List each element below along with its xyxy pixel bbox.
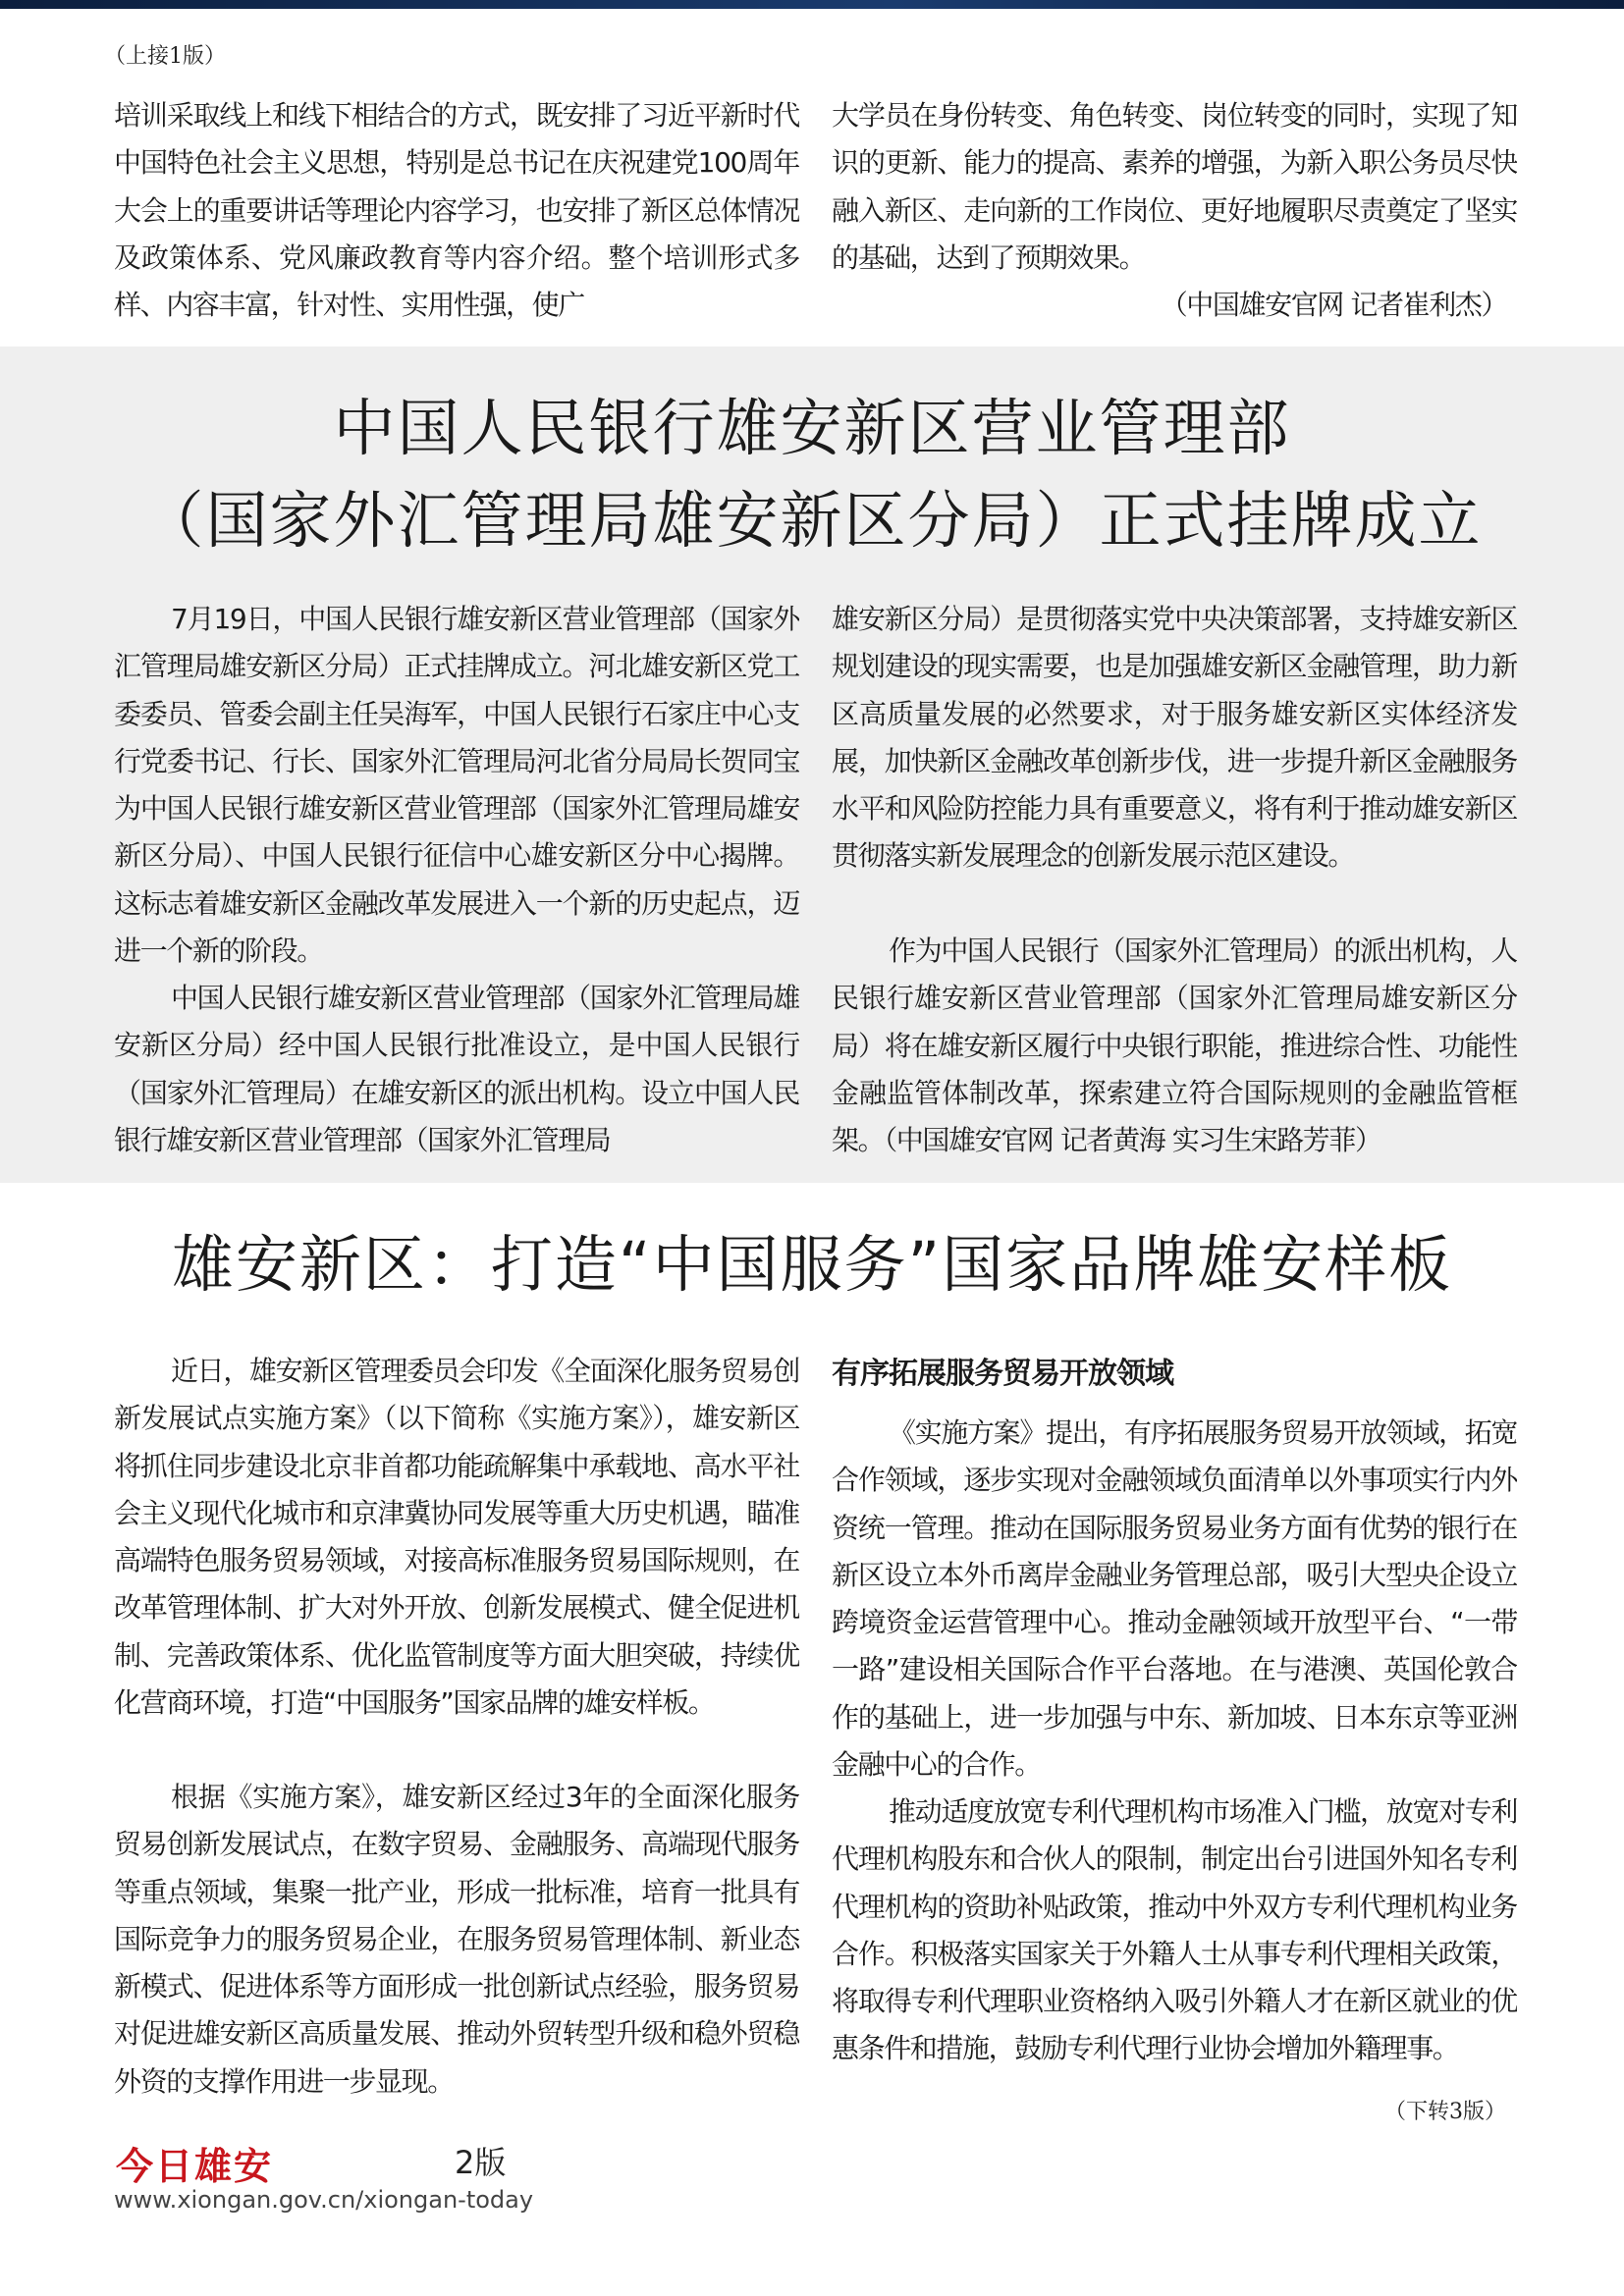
article2-subheading: 有序拓展服务贸易开放领域 (832, 1357, 1173, 1391)
article2-left-paragraph-1: 近日，雄安新区管理委员会印发《全面深化服务贸易创新发展试点实施方案》（以下简称《实施方案》），雄安新区将抓住同步建设北京非首都功能疏解集中承载地、高水平社会主义现代化城市和京津冀协同发展等重大历史机遇，瞄准高端特色服务贸易领域，对接高标准服务贸易国际规则，在改革管理体制、扩大对外开放、创新发展模式、健全促进机制、完善政策体系、优化监管制度等方面大胆突破，持续优化营商环境，打造“中国服务”国家品牌的雄安样板。 (114, 1355, 799, 1720)
top-rule (0, 0, 1624, 9)
page-number: 2版 (455, 2144, 507, 2181)
intro-byline: （中国雄安官网 记者崔利杰） (1160, 289, 1507, 322)
article1-right-paragraph-1: 雄安新区分局）是贯彻落实党中央决策部署，支持雄安新区规划建设的现实需要，也是加强雄安新区金融管理，助力新区高质量发展的必然要求，对于服务雄安新区实体经济发展，加快新区金融改革创新步伐，进一步提升新区金融服务水平和风险防控能力具有重要意义，将有利于推动雄安新区贯彻落实新发展理念的创新发展示范区建设。 (832, 603, 1517, 873)
article1-title-line2: （国家外汇管理局雄安新区分局）正式挂牌成立 (141, 485, 1483, 557)
article1-left-paragraph-2: 中国人民银行雄安新区营业管理部（国家外汇管理局雄安新区分局）经中国人民银行批准设立，是中国人民银行（国家外汇管理局）在雄安新区的派出机构。设立中国人民银行雄安新区营业管理部（国家外汇管理局 (114, 982, 799, 1156)
newspaper-logo: 今日雄安 (116, 2144, 274, 2188)
intro-right-column (832, 92, 1517, 329)
continued-from-label: （上接1版） (104, 44, 226, 69)
article2-left-paragraph-2: 根据《实施方案》，雄安新区经过3年的全面深化服务贸易创新发展试点，在数字贸易、金融服务、高端现代服务等重点领域，集聚一批产业，形成一批标准，培育一批具有国际竞争力的服务贸易企业，在服务贸易管理体制、新业态新模式、促进体系等方面形成一批创新试点经验，服务贸易对促进雄安新区高质量发展、推动外贸转型升级和稳外贸稳外资的支撑作用进一步显现。 (114, 1781, 799, 2098)
intro-left-column (114, 92, 799, 329)
site-url[interactable]: www.xiongan.gov.cn/xiongan-today (114, 2186, 534, 2214)
article1-title-line1: 中国人民银行雄安新区营业管理部 (333, 393, 1291, 464)
article2-right-column (832, 1353, 1517, 2073)
continued-to-label: （下转3版） (1384, 2100, 1506, 2124)
article1-right-paragraph-2: 作为中国人民银行（国家外汇管理局）的派出机构，人民银行雄安新区营业管理部（国家外汇管理局雄安新区分局）将在雄安新区履行中央银行职能，推进综合性、功能性金融监管体制改革，探索建立符合国际规则的金融监管框架。（中国雄安官网 记者黄海 实习生宋路芳菲） (832, 934, 1517, 1157)
article1-left-column (114, 596, 799, 1164)
article2-right-paragraph-2: 推动适度放宽专利代理机构市场准入门槛，放宽对专利代理机构股东和合伙人的限制，制定出台引进国外知名专利代理机构的资助补贴政策，推动中外双方专利代理机构业务合作。积极落实国家关于外籍人士从事专利代理相关政策，将取得专利代理职业资格纳入吸引外籍人才在新区就业的优惠条件和措施，鼓励专利代理行业协会增加外籍理事。 (832, 1795, 1517, 2065)
article2-right-paragraph-1: 《实施方案》提出，有序拓展服务贸易开放领域，拓宽合作领域，逐步实现对金融领域负面清单以外事项实行内外资统一管理。推动在国际服务贸易业务方面有优势的银行在新区设立本外币离岸金融业务管理总部，吸引大型央企设立跨境资金运营管理中心。推动金融领域开放型平台、“一带一路”建设相关国际合作平台落地。在与港澳、英国伦敦合作的基础上，进一步加强与中东、新加坡、日本东京等亚洲金融中心的合作。 (832, 1416, 1517, 1782)
article2-left-column (114, 1348, 799, 2106)
article2-title: 雄安新区：打造“中国服务”国家品牌雄安样板 (171, 1229, 1453, 1301)
article1-left-paragraph-1: 7月19日，中国人民银行雄安新区营业管理部（国家外汇管理局雄安新区分局）正式挂牌成立。河北雄安新区党工委委员、管委会副主任吴海军，中国人民银行石家庄中心支行党委书记、行长、国家外汇管理局河北省分局局长贺同宝为中国人民银行雄安新区营业管理部（国家外汇管理局雄安新区分局）、中国人民银行征信中心雄安新区分中心揭牌。这标志着雄安新区金融改革发展进入一个新的历史起点，迈进一个新的阶段。 (114, 603, 799, 968)
intro-right-paragraph-1: 大学员在身份转变、角色转变、岗位转变的同时，实现了知识的更新、能力的提高、素养的增强，为新入职公务员尽快融入新区、走向新的工作岗位、更好地履职尽责奠定了坚实的基础，达到了预期效果。 (832, 99, 1517, 274)
intro-left-paragraph-1: 培训采取线上和线下相结合的方式，既安排了习近平新时代中国特色社会主义思想，特别是总书记在庆祝建党100周年大会上的重要讲话等理论内容学习，也安排了新区总体情况及政策体系、党风廉政教育等内容介绍。整个培训形式多样、内容丰富，针对性、实用性强，使广 (114, 99, 799, 322)
article1-right-column (832, 596, 1517, 1164)
